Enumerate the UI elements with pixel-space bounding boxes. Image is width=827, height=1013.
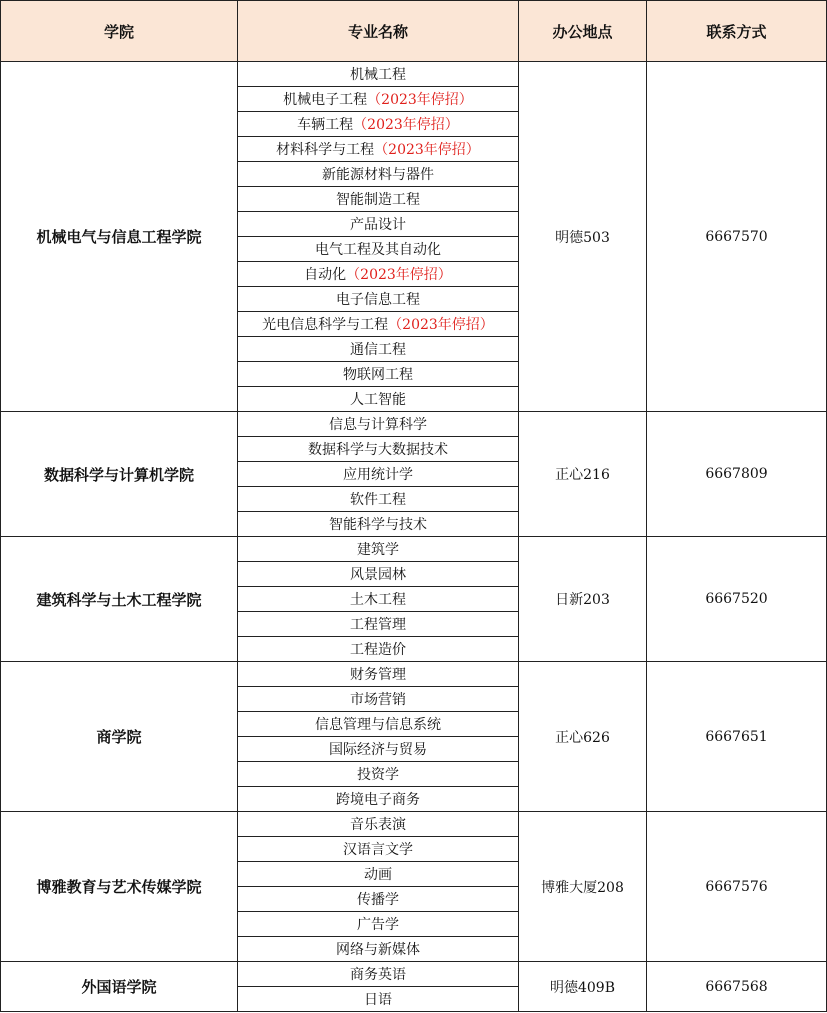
major-name: 日语 [364, 992, 392, 1008]
contact-phone: 6667809 [647, 412, 827, 537]
contact-phone: 6667568 [647, 962, 827, 1012]
major-name: 风景园林 [350, 567, 406, 583]
major-name: 网络与新媒体 [336, 942, 420, 958]
header-office: 办公地点 [519, 1, 647, 62]
major-name: 光电信息科学与工程 [262, 317, 389, 333]
office-location: 明德409B [519, 962, 647, 1012]
major-cell [238, 387, 519, 412]
major-name: 工程管理 [350, 617, 406, 633]
college-name: 建筑科学与土木工程学院 [1, 537, 238, 662]
major-cell [238, 737, 519, 762]
major-name: 汉语言文学 [343, 842, 413, 858]
enrollment-status-note: （2023年停招） [346, 267, 452, 283]
office-location: 日新203 [519, 537, 647, 662]
contact-phone: 6667651 [647, 662, 827, 812]
major-cell [238, 237, 519, 262]
major-name: 软件工程 [350, 492, 406, 508]
major-name: 广告学 [357, 917, 399, 933]
table-row [1, 62, 827, 87]
major-cell [238, 337, 519, 362]
major-name: 数据科学与大数据技术 [308, 442, 448, 458]
major-name: 投资学 [357, 767, 399, 783]
major-cell [238, 887, 519, 912]
major-cell [238, 487, 519, 512]
major-cell [238, 62, 519, 87]
office-location: 博雅大厦208 [519, 812, 647, 962]
major-cell [238, 187, 519, 212]
enrollment-status-note: （2023年停招） [353, 117, 459, 133]
table-row [1, 412, 827, 437]
major-name: 机械电子工程 [283, 92, 368, 108]
major-name: 土木工程 [350, 592, 406, 608]
major-cell [238, 812, 519, 837]
college-name: 博雅教育与艺术传媒学院 [1, 812, 238, 962]
major-cell [238, 512, 519, 537]
contact-phone: 6667570 [647, 62, 827, 412]
major-name: 通信工程 [350, 342, 406, 358]
office-location: 正心626 [519, 662, 647, 812]
major-name: 国际经济与贸易 [329, 742, 427, 758]
major-cell [238, 287, 519, 312]
major-name: 材料科学与工程 [276, 142, 375, 158]
major-cell [238, 412, 519, 437]
major-name: 应用统计学 [343, 467, 413, 483]
major-cell [238, 612, 519, 637]
major-cell [238, 912, 519, 937]
major-name: 音乐表演 [350, 817, 406, 833]
major-cell [238, 987, 519, 1012]
major-cell [238, 212, 519, 237]
major-cell [238, 362, 519, 387]
college-name: 数据科学与计算机学院 [1, 412, 238, 537]
major-cell [238, 937, 519, 962]
major-name: 智能科学与技术 [329, 517, 427, 533]
major-name: 传播学 [357, 892, 399, 908]
major-cell [238, 137, 519, 162]
contact-phone: 6667576 [647, 812, 827, 962]
major-cell [238, 437, 519, 462]
major-cell [238, 562, 519, 587]
table-body [1, 62, 827, 1012]
major-name: 商务英语 [350, 967, 406, 983]
major-name: 车辆工程 [297, 117, 354, 133]
major-name: 财务管理 [350, 667, 406, 683]
major-cell [238, 837, 519, 862]
major-name: 自动化 [304, 267, 347, 283]
major-name: 人工智能 [350, 392, 406, 408]
major-cell [238, 637, 519, 662]
major-name: 市场营销 [350, 692, 406, 708]
college-name: 商学院 [1, 662, 238, 812]
enrollment-status-note: （2023年停招） [374, 142, 480, 158]
college-name: 外国语学院 [1, 962, 238, 1012]
college-name: 机械电气与信息工程学院 [1, 62, 238, 412]
major-name: 新能源材料与器件 [322, 167, 434, 183]
office-location: 明德503 [519, 62, 647, 412]
major-cell [238, 962, 519, 987]
major-cell [238, 87, 519, 112]
major-cell [238, 762, 519, 787]
major-cell [238, 162, 519, 187]
major-name: 信息管理与信息系统 [315, 717, 441, 733]
header-row [1, 1, 827, 62]
table-row [1, 662, 827, 687]
major-name: 动画 [364, 867, 392, 883]
major-name: 智能制造工程 [336, 192, 420, 208]
major-name: 信息与计算科学 [329, 417, 427, 433]
header-major: 专业名称 [238, 1, 519, 62]
major-cell [238, 712, 519, 737]
table-row [1, 962, 827, 987]
table-row [1, 537, 827, 562]
office-location: 正心216 [519, 412, 647, 537]
major-cell [238, 462, 519, 487]
contact-phone: 6667520 [647, 537, 827, 662]
enrollment-status-note: （2023年停招） [367, 92, 473, 108]
major-cell [238, 112, 519, 137]
major-cell [238, 662, 519, 687]
major-name: 物联网工程 [343, 367, 413, 383]
major-cell [238, 787, 519, 812]
major-name: 机械工程 [350, 67, 406, 83]
major-name: 产品设计 [350, 217, 406, 233]
major-name: 电气工程及其自动化 [315, 242, 441, 258]
major-cell [238, 687, 519, 712]
major-cell [238, 587, 519, 612]
major-name: 建筑学 [357, 542, 399, 558]
major-name: 工程造价 [350, 642, 406, 658]
header-contact: 联系方式 [647, 1, 827, 62]
table-row [1, 812, 827, 837]
enrollment-status-note: （2023年停招） [388, 317, 494, 333]
header-college: 学院 [1, 1, 238, 62]
major-cell [238, 862, 519, 887]
major-cell [238, 262, 519, 287]
major-name: 电子信息工程 [336, 292, 420, 308]
major-name: 跨境电子商务 [336, 792, 420, 808]
major-cell [238, 537, 519, 562]
major-cell [238, 312, 519, 337]
